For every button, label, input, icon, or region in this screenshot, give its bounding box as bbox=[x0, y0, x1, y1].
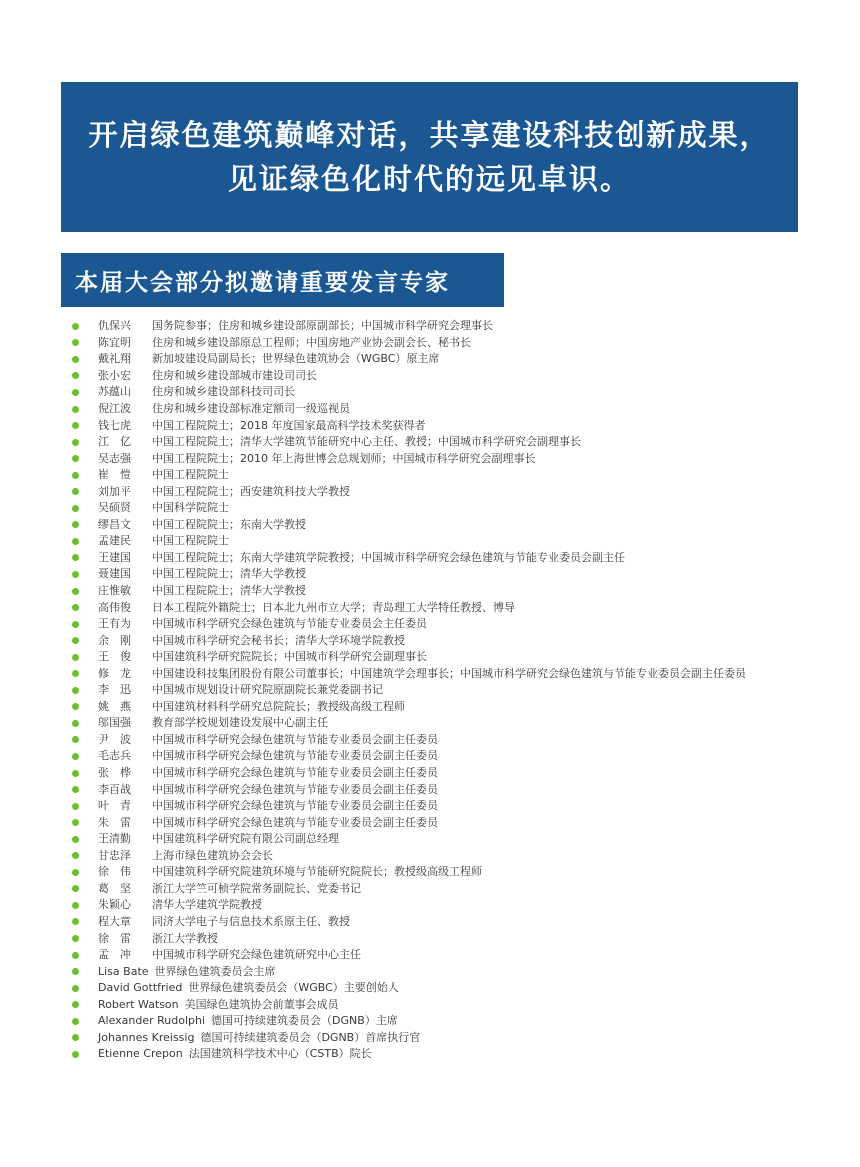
bullet-icon bbox=[72, 521, 79, 528]
expert-title: 新加坡建设局副局长；世界绿色建筑协会（WGBC）原主席 bbox=[152, 352, 440, 366]
bullet-icon bbox=[72, 1051, 79, 1058]
list-item bbox=[72, 599, 852, 616]
expert-title: 中国城市科学研究会绿色建筑与节能专业委员会副主任委员 bbox=[152, 782, 438, 796]
bullet-icon bbox=[72, 455, 79, 462]
expert-name: 刘加平 bbox=[98, 484, 131, 498]
list-item bbox=[72, 566, 852, 583]
expert-name: 崔 愷 bbox=[98, 468, 131, 482]
bullet-icon bbox=[72, 1001, 79, 1008]
list-item bbox=[72, 699, 852, 716]
list-item bbox=[72, 1030, 852, 1047]
expert-title: 德国可持续建筑委员会（DGNB）首席执行官 bbox=[200, 1030, 421, 1044]
expert-title: 美国绿色建筑协会前董事会成员 bbox=[184, 997, 339, 1011]
expert-title: 住房和城乡建设部城市建设司司长 bbox=[152, 368, 317, 382]
expert-list bbox=[72, 318, 852, 1063]
expert-name: 毛志兵 bbox=[98, 749, 131, 763]
list-item bbox=[72, 848, 852, 865]
bullet-icon bbox=[72, 670, 79, 677]
expert-title: 国务院参事；住房和城乡建设部原副部长；中国城市科学研究会理事长 bbox=[152, 319, 493, 333]
expert-title: 中国科学院院士 bbox=[152, 501, 229, 515]
expert-title: 浙江大学教授 bbox=[152, 931, 218, 945]
list-item bbox=[72, 450, 852, 467]
list-item bbox=[72, 583, 852, 600]
bullet-icon bbox=[72, 604, 79, 611]
expert-name: 缪昌文 bbox=[98, 517, 131, 531]
list-item bbox=[72, 434, 852, 451]
bullet-icon bbox=[72, 1034, 79, 1041]
list-item bbox=[72, 914, 852, 931]
headline-line-1: 开启绿色建筑巅峰对话，共享建设科技创新成果， bbox=[88, 118, 771, 152]
list-item bbox=[72, 881, 852, 898]
expert-name: 庄惟敏 bbox=[98, 584, 131, 598]
bullet-icon bbox=[72, 869, 79, 876]
expert-title: 世界绿色建筑委员会主席 bbox=[154, 964, 276, 978]
expert-name: 张 桦 bbox=[98, 766, 131, 780]
expert-name: 陈宜明 bbox=[98, 335, 131, 349]
bullet-icon bbox=[72, 786, 79, 793]
expert-name: 朱颖心 bbox=[98, 898, 131, 912]
expert-title: 住房和城乡建设部标准定额司一级巡视员 bbox=[152, 402, 350, 415]
expert-name: 王清勤 bbox=[98, 832, 131, 846]
list-item bbox=[72, 930, 852, 947]
expert-title: 浙江大学竺可桢学院常务副院长、党委书记 bbox=[152, 881, 361, 895]
expert-name: Etienne Crepon bbox=[98, 1047, 183, 1061]
expert-name: 戴礼翔 bbox=[98, 352, 131, 366]
list-item bbox=[72, 384, 852, 401]
list-item bbox=[72, 864, 852, 881]
expert-name: 李百战 bbox=[98, 782, 131, 796]
bullet-icon bbox=[72, 406, 79, 413]
list-item bbox=[72, 980, 852, 997]
bullet-icon bbox=[72, 885, 79, 892]
bullet-icon bbox=[72, 505, 79, 512]
expert-name: 尹 波 bbox=[98, 732, 131, 746]
list-item bbox=[72, 417, 852, 434]
bullet-icon bbox=[72, 770, 79, 777]
expert-name: 聂建国 bbox=[98, 567, 131, 581]
expert-name: Alexander Rudolphi bbox=[98, 1014, 206, 1028]
list-item bbox=[72, 897, 852, 914]
bullet-icon bbox=[72, 819, 79, 826]
headline-banner bbox=[61, 82, 798, 232]
expert-name: 吴硕贤 bbox=[98, 501, 131, 515]
list-item bbox=[72, 732, 852, 749]
expert-title: 中国城市科学研究会绿色建筑与节能专业委员会主任委员 bbox=[152, 617, 427, 631]
list-item bbox=[72, 996, 852, 1013]
expert-title: 中国城市科学研究会秘书长；清华大学环境学院教授 bbox=[152, 633, 405, 647]
bullet-icon bbox=[72, 372, 79, 379]
bullet-icon bbox=[72, 356, 79, 363]
expert-name: 吴志强 bbox=[98, 451, 131, 465]
list-item bbox=[72, 533, 852, 550]
expert-title: 教育部学校规划建设发展中心副主任 bbox=[152, 716, 328, 730]
expert-title: 中国城市科学研究会绿色建筑研究中心主任 bbox=[152, 948, 361, 962]
bullet-icon bbox=[72, 1018, 79, 1025]
expert-name: 孟 冲 bbox=[98, 948, 131, 962]
expert-name: 江 亿 bbox=[98, 435, 131, 449]
list-item bbox=[72, 814, 852, 831]
expert-name: 余 刚 bbox=[98, 633, 131, 647]
bullet-icon bbox=[72, 654, 79, 661]
expert-title: 中国城市科学研究会绿色建筑与节能专业委员会副主任委员 bbox=[152, 799, 438, 813]
expert-title: 法国建筑科学技术中心（CSTB）院长 bbox=[188, 1047, 372, 1061]
expert-title: 德国可持续建筑委员会（DGNB）主席 bbox=[211, 1014, 398, 1028]
bullet-icon bbox=[72, 736, 79, 743]
list-item bbox=[72, 831, 852, 848]
list-item bbox=[72, 781, 852, 798]
expert-title: 世界绿色建筑委员会（WGBC）主要创始人 bbox=[188, 981, 399, 995]
expert-name: 王 俊 bbox=[98, 650, 131, 664]
expert-title: 中国工程院院士；2010 年上海世博会总规划师；中国城市科学研究会副理事长 bbox=[152, 451, 536, 465]
expert-title: 同济大学电子与信息技术系原主任、教授 bbox=[152, 914, 350, 928]
expert-title: 中国工程院院士；清华大学教授 bbox=[152, 584, 306, 598]
list-item bbox=[72, 550, 852, 567]
list-item bbox=[72, 715, 852, 732]
list-item bbox=[72, 483, 852, 500]
bullet-icon bbox=[72, 753, 79, 760]
list-item bbox=[72, 351, 852, 368]
list-item bbox=[72, 632, 852, 649]
list-item bbox=[72, 616, 852, 633]
expert-title: 中国城市科学研究会绿色建筑与节能专业委员会副主任委员 bbox=[152, 749, 438, 763]
expert-title: 日本工程院外籍院士；日本北九州市立大学；青岛理工大学特任教授、博导 bbox=[152, 600, 515, 614]
expert-name: 葛 坚 bbox=[98, 881, 131, 895]
list-item bbox=[72, 401, 852, 418]
bullet-icon bbox=[72, 323, 79, 330]
expert-name: 王建国 bbox=[98, 550, 131, 564]
bullet-icon bbox=[72, 571, 79, 578]
bullet-icon bbox=[72, 472, 79, 479]
expert-title: 中国建设科技集团股份有限公司董事长；中国建筑学会理事长；中国城市科学研究会绿色建筑与节能专业委员会副主任委员 bbox=[152, 666, 746, 680]
expert-title: 清华大学建筑学院教授 bbox=[152, 898, 262, 912]
expert-name: 叶 青 bbox=[98, 799, 131, 813]
expert-name: 甘忠泽 bbox=[98, 848, 131, 862]
expert-title: 中国建筑材料科学研究总院院长；教授级高级工程师 bbox=[152, 699, 405, 713]
bullet-icon bbox=[72, 720, 79, 727]
expert-title: 中国工程院院士；东南大学建筑学院教授；中国城市科学研究会绿色建筑与节能专业委员会副主任 bbox=[152, 550, 625, 564]
list-item bbox=[72, 368, 852, 385]
expert-title: 中国工程院院士；清华大学教授 bbox=[152, 567, 306, 581]
expert-title: 中国工程院院士；东南大学教授 bbox=[152, 517, 306, 531]
expert-name: 程大章 bbox=[98, 914, 131, 928]
bullet-icon bbox=[72, 588, 79, 595]
list-item bbox=[72, 517, 852, 534]
expert-title: 上海市绿色建筑协会会长 bbox=[152, 848, 273, 862]
bullet-icon bbox=[72, 836, 79, 843]
expert-name: 王有为 bbox=[98, 617, 131, 631]
bullet-icon bbox=[72, 902, 79, 909]
expert-title: 中国工程院院士；清华大学建筑节能研究中心主任、教授；中国城市科学研究会副理事长 bbox=[152, 435, 581, 449]
expert-name: 孟建民 bbox=[98, 534, 131, 548]
bullet-icon bbox=[72, 918, 79, 925]
expert-title: 中国城市科学研究会绿色建筑与节能专业委员会副主任委员 bbox=[152, 815, 438, 829]
list-item bbox=[72, 682, 852, 699]
expert-name: 李 迅 bbox=[98, 683, 131, 697]
section-title: 本届大会部分拟邀请重要发言专家 bbox=[61, 253, 504, 307]
expert-name: 高伟俊 bbox=[98, 600, 131, 614]
expert-name: David Gottfried bbox=[98, 981, 183, 995]
bullet-icon bbox=[72, 852, 79, 859]
bullet-icon bbox=[72, 985, 79, 992]
expert-title: 中国工程院院士 bbox=[152, 534, 229, 548]
expert-name: 仇保兴 bbox=[98, 319, 131, 333]
list-item bbox=[72, 765, 852, 782]
expert-title: 住房和城乡建设部原总工程师；中国房地产业协会副会长、秘书长 bbox=[152, 335, 471, 349]
list-item bbox=[72, 500, 852, 517]
list-item bbox=[72, 649, 852, 666]
expert-title: 中国工程院院士；2018 年度国家最高科学技术奖获得者 bbox=[152, 418, 426, 432]
list-item bbox=[72, 1013, 852, 1030]
bullet-icon bbox=[72, 621, 79, 628]
list-item bbox=[72, 798, 852, 815]
expert-title: 中国建筑科学研究院院长；中国城市科学研究会副理事长 bbox=[152, 650, 427, 664]
expert-name: 徐 伟 bbox=[98, 865, 131, 879]
bullet-icon bbox=[72, 968, 79, 975]
list-item bbox=[72, 947, 852, 964]
bullet-icon bbox=[72, 439, 79, 446]
list-item bbox=[72, 963, 852, 980]
expert-name: 倪江波 bbox=[98, 402, 131, 415]
expert-name: 邬国强 bbox=[98, 716, 131, 730]
bullet-icon bbox=[72, 687, 79, 694]
expert-name: Lisa Bate bbox=[98, 964, 149, 978]
bullet-icon bbox=[72, 422, 79, 429]
bullet-icon bbox=[72, 389, 79, 396]
expert-name: 朱 雷 bbox=[98, 815, 131, 829]
expert-title: 中国城市规划设计研究院原副院长兼党委副书记 bbox=[152, 683, 383, 697]
expert-title: 住房和城乡建设部科技司司长 bbox=[152, 385, 295, 399]
list-item bbox=[72, 318, 852, 335]
list-item bbox=[72, 665, 852, 682]
expert-name: 修 龙 bbox=[98, 666, 131, 680]
bullet-icon bbox=[72, 703, 79, 710]
list-item bbox=[72, 335, 852, 352]
bullet-icon bbox=[72, 339, 79, 346]
list-item bbox=[72, 1046, 852, 1063]
expert-name: 苏蕴山 bbox=[98, 385, 131, 399]
expert-name: Johannes Kreissig bbox=[98, 1030, 195, 1044]
bullet-icon bbox=[72, 488, 79, 495]
expert-title: 中国建筑科学研究院建筑环境与节能研究院院长；教授级高级工程师 bbox=[152, 865, 482, 879]
expert-title: 中国建筑科学研究院有限公司副总经理 bbox=[152, 832, 339, 846]
expert-title: 中国工程院院士 bbox=[152, 468, 229, 482]
bullet-icon bbox=[72, 554, 79, 561]
bullet-icon bbox=[72, 952, 79, 959]
list-item bbox=[72, 467, 852, 484]
bullet-icon bbox=[72, 538, 79, 545]
expert-name: 钱七虎 bbox=[98, 418, 131, 432]
expert-name: Robert Watson bbox=[98, 997, 179, 1011]
bullet-icon bbox=[72, 803, 79, 810]
expert-title: 中国城市科学研究会绿色建筑与节能专业委员会副主任委员 bbox=[152, 766, 438, 780]
expert-title: 中国工程院院士；西安建筑科技大学教授 bbox=[152, 484, 350, 498]
expert-name: 张小宏 bbox=[98, 368, 131, 382]
list-item bbox=[72, 748, 852, 765]
expert-name: 徐 雷 bbox=[98, 931, 131, 945]
expert-title: 中国城市科学研究会绿色建筑与节能专业委员会副主任委员 bbox=[152, 732, 438, 746]
expert-name: 姚 燕 bbox=[98, 699, 131, 713]
headline-line-2: 见证绿色化时代的远见卓识。 bbox=[227, 162, 631, 196]
bullet-icon bbox=[72, 935, 79, 942]
bullet-icon bbox=[72, 637, 79, 644]
